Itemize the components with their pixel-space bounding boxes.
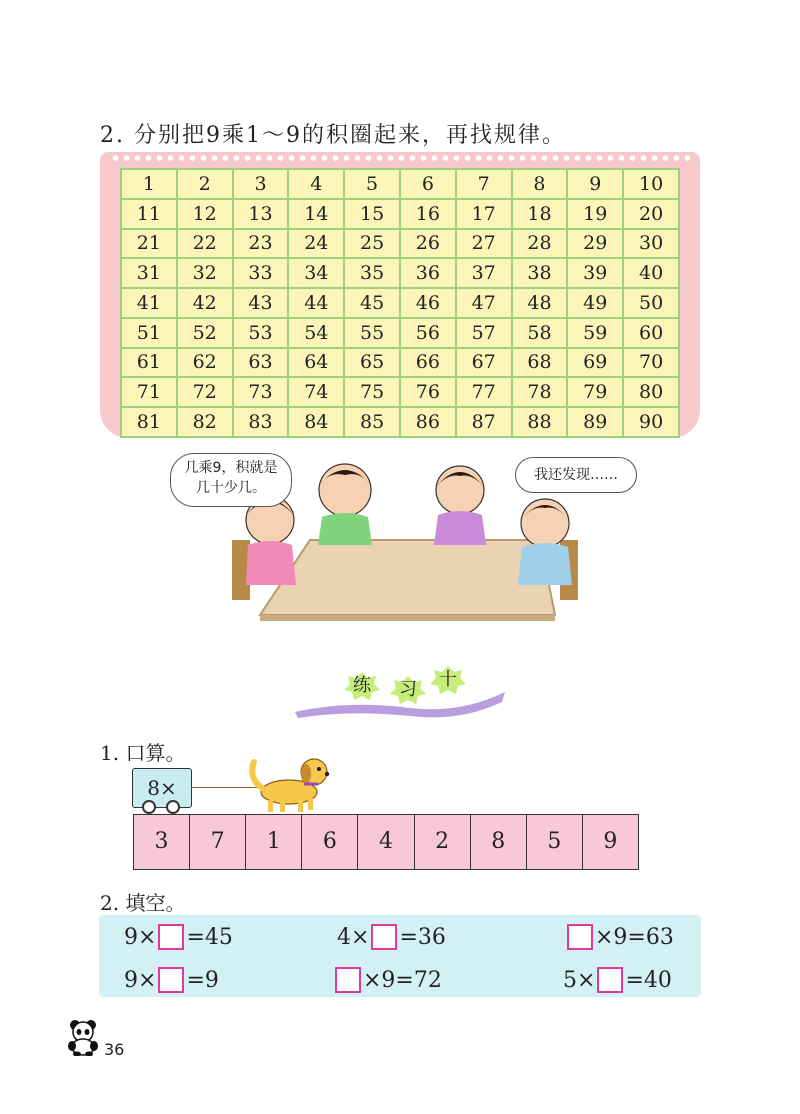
chart-cell[interactable]: 29 [567,229,623,259]
answer-box-4[interactable] [158,967,184,993]
chart-cell[interactable]: 51 [121,318,177,348]
chart-cell[interactable]: 46 [400,288,456,318]
dog-ear [301,764,311,784]
chart-cell[interactable]: 1 [121,169,177,199]
chart-cell[interactable]: 58 [512,318,568,348]
practice-banner [290,662,510,722]
chart-cell[interactable]: 70 [623,348,679,378]
chart-cell[interactable]: 57 [456,318,512,348]
chart-cell[interactable]: 85 [344,407,400,437]
chart-cell[interactable]: 14 [288,199,344,229]
chart-row [121,229,679,259]
exercise-2-title: 2. 填空。 [100,891,186,915]
equation-5 [333,967,442,993]
chart-cell[interactable]: 66 [400,348,456,378]
chart-cell[interactable]: 2 [177,169,233,199]
chart-cell[interactable]: 53 [233,318,289,348]
equation-2 [337,924,446,950]
chart-cell[interactable]: 88 [512,407,568,437]
multiplicand-cell: 1 [246,815,302,869]
chart-cell[interactable]: 11 [121,199,177,229]
chart-cell[interactable]: 52 [177,318,233,348]
chart-cell[interactable]: 47 [456,288,512,318]
chart-cell[interactable]: 79 [567,377,623,407]
banner-char-2: 习 [399,679,417,700]
chart-cell[interactable]: 55 [344,318,400,348]
chart-cell[interactable]: 43 [233,288,289,318]
chart-cell[interactable]: 48 [512,288,568,318]
chart-cell[interactable]: 41 [121,288,177,318]
chart-cell[interactable]: 21 [121,229,177,259]
chart-cell[interactable]: 34 [288,258,344,288]
chart-cell[interactable]: 59 [567,318,623,348]
chart-cell[interactable]: 4 [288,169,344,199]
chart-cell[interactable]: 5 [344,169,400,199]
chart-cell[interactable]: 69 [567,348,623,378]
multiplicand-cell: 5 [527,815,583,869]
dog-tail [252,762,262,788]
chart-cell[interactable]: 84 [288,407,344,437]
chart-row [121,407,679,437]
eq6-right: =40 [625,967,672,993]
chart-cell[interactable]: 35 [344,258,400,288]
exercise-1-title: 1. 口算。 [100,741,186,765]
chart-cell[interactable]: 86 [400,407,456,437]
chart-cell[interactable]: 49 [567,288,623,318]
dog-leg-2 [280,800,285,812]
panda-icon [66,1018,100,1056]
chart-cell[interactable]: 38 [512,258,568,288]
eq1-left: 9× [124,924,157,950]
eq3-right: ×9=63 [595,924,674,950]
chart-cell[interactable]: 25 [344,229,400,259]
chart-cell[interactable]: 78 [512,377,568,407]
multiplicand-cell: 2 [415,815,471,869]
chart-cell[interactable]: 12 [177,199,233,229]
chart-cell[interactable]: 87 [456,407,512,437]
chart-cell[interactable]: 3 [233,169,289,199]
chart-cell[interactable]: 60 [623,318,679,348]
chart-cell[interactable]: 80 [623,377,679,407]
chart-cell[interactable]: 63 [233,348,289,378]
question-2-title: 2. 分别把9乘1～9的积圈起来，再找规律。 [100,123,566,148]
chart-cell[interactable]: 61 [121,348,177,378]
chart-cell[interactable]: 16 [400,199,456,229]
eq6-left: 5× [563,967,596,993]
answer-box-5[interactable] [335,967,361,993]
equation-1 [124,924,233,950]
chart-cell[interactable]: 37 [456,258,512,288]
chart-cell[interactable]: 50 [623,288,679,318]
multiplicand-cell: 8 [471,815,527,869]
chart-cell[interactable]: 18 [512,199,568,229]
answer-box-6[interactable] [597,967,623,993]
dog-leg-1 [268,800,273,812]
chart-cell[interactable]: 65 [344,348,400,378]
chart-cell[interactable]: 31 [121,258,177,288]
banner-char-3: 十 [439,669,457,690]
chart-cell[interactable]: 76 [400,377,456,407]
chart-row [121,199,679,229]
cart-label: 8× [132,768,192,808]
chart-row [121,318,679,348]
chart-cell[interactable]: 40 [623,258,679,288]
dog-leg-4 [308,798,313,810]
girl-left-shirt [246,541,296,585]
chart-cell[interactable]: 17 [456,199,512,229]
speech-left-line-2: 几十少几。 [196,480,266,496]
multiplicand-cell: 4 [358,815,414,869]
chart-cell[interactable]: 36 [400,258,456,288]
chart-cell[interactable]: 9 [567,169,623,199]
chart-cell[interactable]: 15 [344,199,400,229]
chart-cell[interactable]: 32 [177,258,233,288]
chart-cell[interactable]: 77 [456,377,512,407]
eq2-right: =36 [399,924,446,950]
chart-cell[interactable]: 67 [456,348,512,378]
hundred-chart-panel [100,152,700,438]
chart-cell[interactable]: 62 [177,348,233,378]
chart-cell[interactable]: 10 [623,169,679,199]
chart-row [121,377,679,407]
eq4-left: 9× [124,967,157,993]
multiplicand-row [133,814,639,870]
boy-right-shirt [518,543,572,585]
chart-cell[interactable]: 44 [288,288,344,318]
chart-cell[interactable]: 8 [512,169,568,199]
dog-nose [325,772,329,776]
dog-leg-3 [298,800,303,812]
chart-cell[interactable]: 75 [344,377,400,407]
table-edge [260,615,555,621]
speech-left-line-1: 几乘9，积就是 [184,460,278,476]
eq5-right: ×9=72 [363,967,442,993]
chart-cell[interactable]: 90 [623,407,679,437]
chart-cell[interactable]: 56 [400,318,456,348]
chart-cell[interactable]: 30 [623,229,679,259]
chart-cell[interactable]: 82 [177,407,233,437]
multiplicand-cell: 7 [190,815,246,869]
chart-cell[interactable]: 74 [288,377,344,407]
chart-cell[interactable]: 19 [567,199,623,229]
dog-illustration [244,752,344,814]
eq2-left: 4× [337,924,370,950]
chart-cell[interactable]: 54 [288,318,344,348]
table [260,540,555,615]
eq1-right: =45 [186,924,233,950]
equation-6 [563,967,672,993]
speech-bubble-left [170,453,292,507]
chart-cell[interactable]: 89 [567,407,623,437]
chart-cell[interactable]: 28 [512,229,568,259]
multiplicand-cell: 9 [583,815,638,869]
chart-cell[interactable]: 13 [233,199,289,229]
chart-cell[interactable]: 7 [456,169,512,199]
cart-wheel-left [142,800,156,814]
eq4-right: =9 [186,967,219,993]
equation-4 [124,967,219,993]
page-number: 36 [104,1040,125,1059]
chart-row [121,348,679,378]
chart-cell[interactable]: 72 [177,377,233,407]
chart-cell[interactable]: 83 [233,407,289,437]
chart-row [121,169,679,199]
answer-box-2[interactable] [371,924,397,950]
banner-char-1: 练 [353,675,371,696]
kids-discussion-illustration [160,445,640,645]
boy-green-shirt [318,513,372,545]
chart-cell[interactable]: 73 [233,377,289,407]
multiplicand-cell: 3 [134,815,190,869]
chart-cell[interactable]: 23 [233,229,289,259]
chart-cell[interactable]: 39 [567,258,623,288]
chart-cell[interactable]: 33 [233,258,289,288]
chart-cell[interactable]: 20 [623,199,679,229]
dog-eye [317,767,321,771]
chart-cell[interactable]: 64 [288,348,344,378]
chart-cell[interactable]: 22 [177,229,233,259]
chart-cell[interactable]: 71 [121,377,177,407]
chart-cell[interactable]: 68 [512,348,568,378]
multiplicand-cell: 6 [302,815,358,869]
chart-cell[interactable]: 81 [121,407,177,437]
hundred-chart [120,168,680,438]
chart-cell[interactable]: 45 [344,288,400,318]
chart-row [121,288,679,318]
speech-bubble-right: 我还发现…… [515,457,637,493]
chart-cell[interactable]: 27 [456,229,512,259]
chart-cell[interactable]: 42 [177,288,233,318]
cart-wheel-right [166,800,180,814]
panel-dot-border [110,154,690,162]
answer-box-3[interactable] [567,924,593,950]
answer-box-1[interactable] [158,924,184,950]
equation-3 [565,924,674,950]
chart-cell[interactable]: 26 [400,229,456,259]
chart-cell[interactable]: 6 [400,169,456,199]
girl-purple-shirt [434,511,486,545]
chart-row [121,258,679,288]
chart-cell[interactable]: 24 [288,229,344,259]
banner-svg [290,662,510,722]
